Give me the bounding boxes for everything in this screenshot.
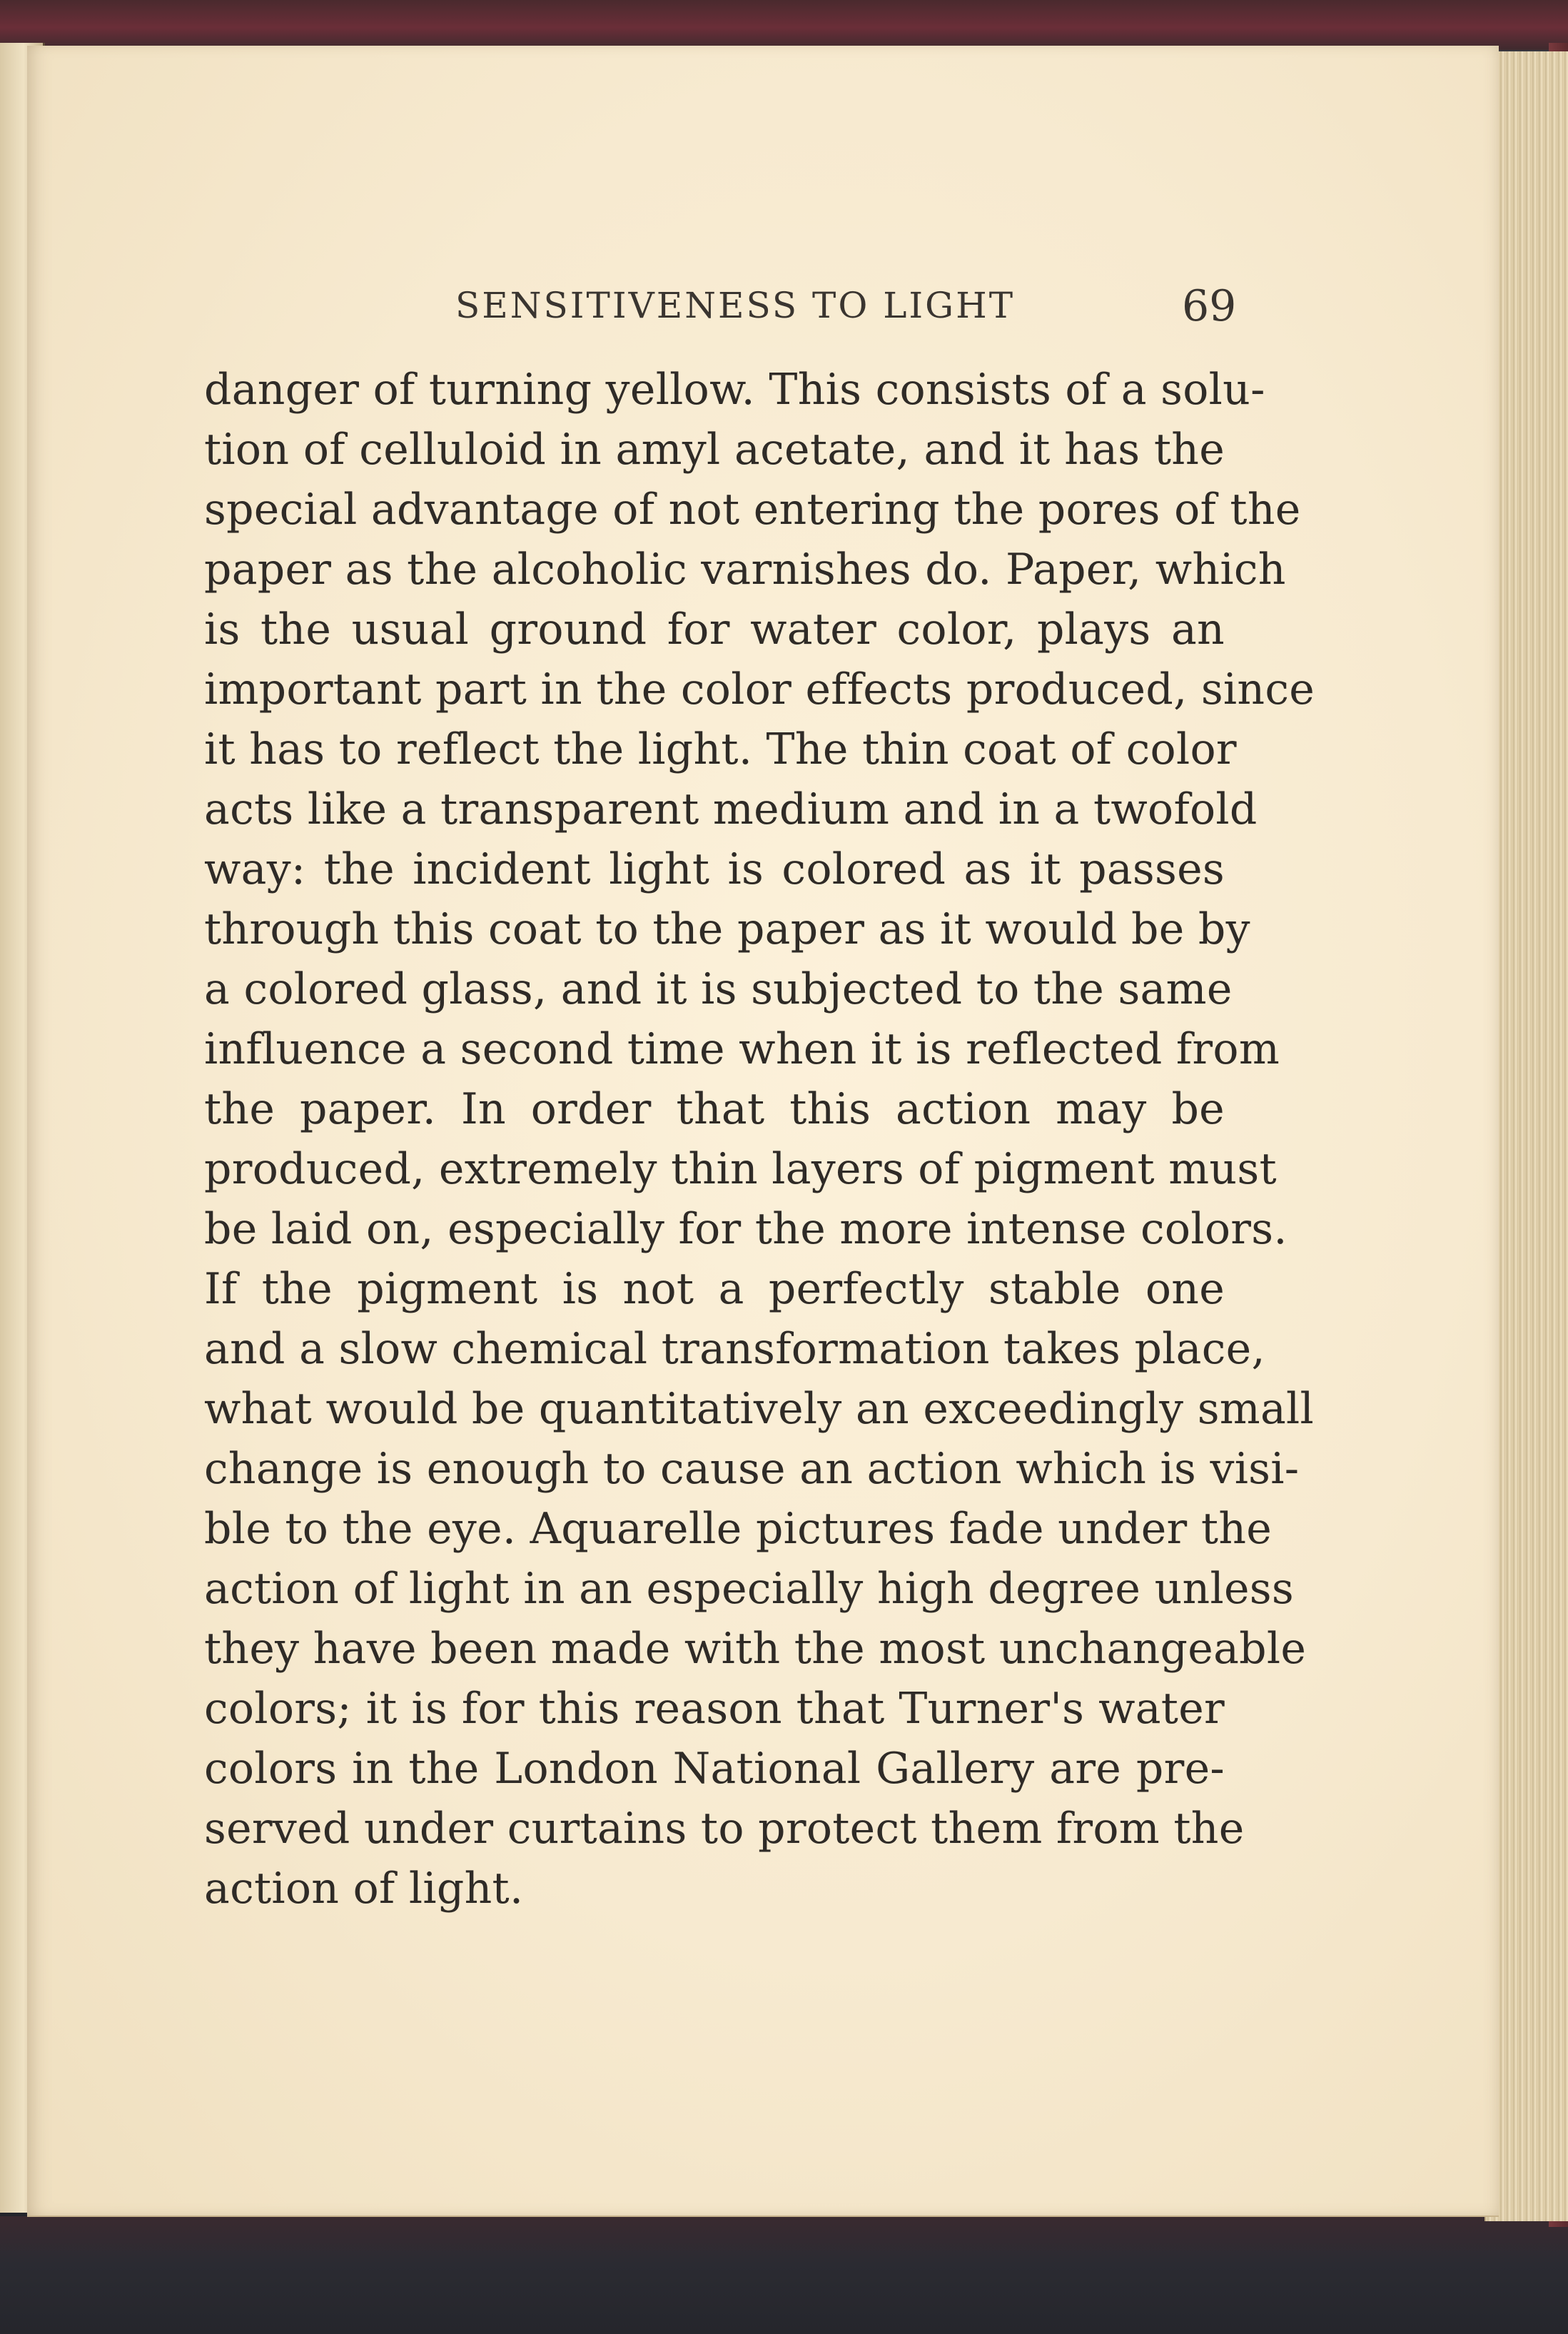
text-line: through this coat to the paper as it would be by (204, 904, 1250, 954)
book-cover-bottom-edge (0, 2216, 1568, 2334)
text-line: action of light. (204, 1864, 524, 1914)
text-line: way: the incident light is colored as it passes (204, 844, 1225, 894)
text-line: action of light in an especially high degree unless (204, 1564, 1294, 1614)
text-line: and a slow chemical transformation takes place, (204, 1324, 1265, 1374)
text-line: danger of turning yellow. This consists of a solu- (204, 365, 1265, 415)
book-cover-top-edge (0, 0, 1568, 50)
text-line: it has to reflect the light. The thin coat of color (204, 724, 1237, 774)
text-line: is the usual ground for water color, plays an (204, 605, 1225, 655)
text-line: be laid on, especially for the more intense colors. (204, 1204, 1288, 1254)
text-line: the paper. In order that this action may be (204, 1084, 1225, 1134)
text-line: they have been made with the most unchangeable (204, 1624, 1307, 1674)
page-number: 69 (1182, 281, 1237, 331)
text-line: colors in the London National Gallery are pre- (204, 1744, 1225, 1794)
text-line: acts like a transparent medium and in a twofold (204, 784, 1258, 834)
text-line: special advantage of not entering the pores of the (204, 485, 1301, 535)
text-line: paper as the alcoholic varnishes do. Paper, which (204, 545, 1286, 595)
text-line: a colored glass, and it is subjected to the same (204, 964, 1233, 1014)
text-line: If the pigment is not a perfectly stable one (204, 1264, 1225, 1314)
text-line: what would be quantitatively an exceedingly small (204, 1384, 1315, 1434)
text-line: ble to the eye. Aquarelle pictures fade under the (204, 1504, 1273, 1554)
text-line: influence a second time when it is reflected from (204, 1024, 1280, 1074)
book-page (27, 46, 1499, 2217)
running-head: SENSITIVENESS TO LIGHT (455, 285, 1016, 326)
text-line: produced, extremely thin layers of pigment must (204, 1144, 1277, 1194)
text-line: important part in the color effects produced, since (204, 665, 1315, 714)
text-line: served under curtains to protect them from the (204, 1804, 1245, 1854)
text-line: colors; it is for this reason that Turner's water (204, 1684, 1225, 1734)
body-text (204, 360, 1315, 1919)
text-line: change is enough to cause an action which is visi- (204, 1444, 1300, 1494)
text-line: tion of celluloid in amyl acetate, and it has the (204, 425, 1225, 475)
